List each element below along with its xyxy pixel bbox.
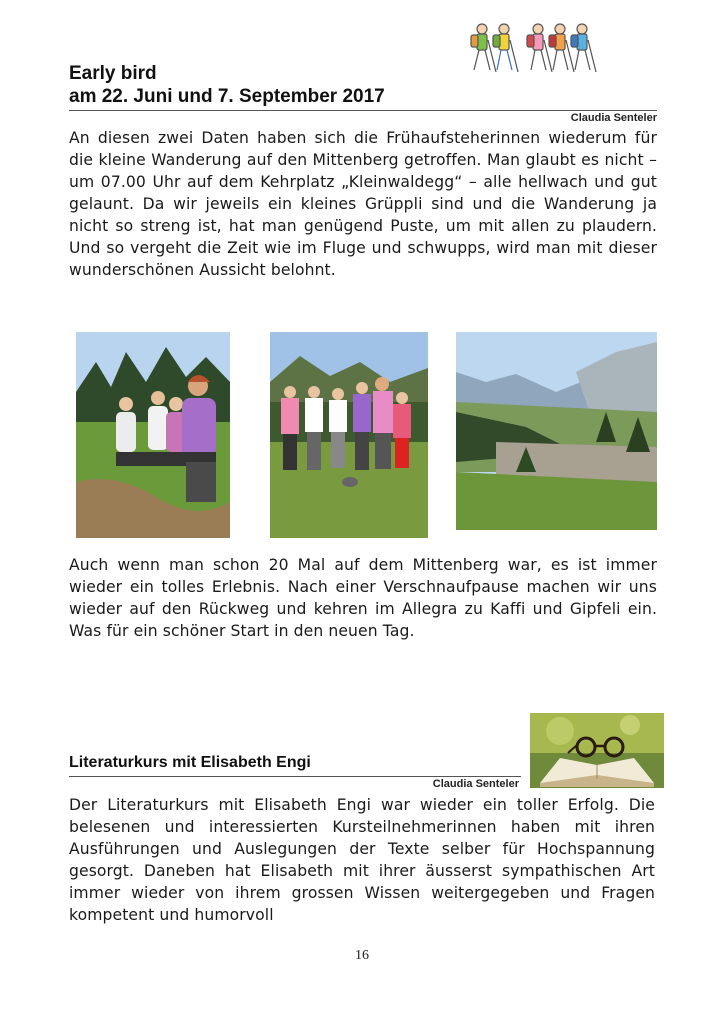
photo-valley-view [456, 332, 657, 530]
title-divider [69, 110, 657, 111]
photo-hikers-sitting [76, 332, 230, 538]
article-title: Literaturkurs mit Elisabeth Engi [69, 754, 311, 771]
hiker-figure [471, 24, 496, 72]
book-glasses-image [530, 713, 664, 788]
author-credit: Claudia Senteler [570, 112, 657, 124]
page-number: 16 [355, 948, 369, 963]
hikers-illustration [466, 20, 612, 78]
article-title-line1: Early bird [69, 63, 157, 84]
photo-group-standing [270, 332, 428, 538]
article-title-line2: am 22. Juni und 7. September 2017 [69, 86, 385, 107]
hiker-figure [571, 24, 596, 72]
article-paragraph: Der Literaturkurs mit Elisabeth Engi war wieder ein toller Erfolg. Die belesenen und interessierten Kursteilnehmerinnen haben mit ihren Ausführungen und Auslegungen der Texte selber für Hochspannung gesorgt. Daneben hat Elisabeth mit ihrer äusserst sympathischen Art immer wieder von ihrem grossen Wissen weitergegeben und Fragen kompetent und humorvoll [69, 796, 655, 924]
article-paragraph: Auch wenn man schon 20 Mal auf dem Mittenberg war, es ist immer wieder ein tolles Erlebnis. Nach einer Verschnaufpause machen wir uns wieder auf den Rückweg und kehren im Allegra zu Kaffi und Gipfeli ein. Was für ein schöner Start in den neuen Tag. [69, 556, 657, 640]
title-divider [69, 776, 521, 777]
author-credit: Claudia Senteler [432, 778, 519, 790]
hiker-figure [527, 24, 552, 72]
hiker-figure [549, 24, 574, 72]
hiker-figure [493, 24, 518, 72]
article-paragraph: An diesen zwei Daten haben sich die Frühaufsteherinnen wiederum für die kleine Wanderung auf den Mittenberg getroffen. Man glaubt es nicht – um 07.00 Uhr auf dem Kehrplatz „Kleinwaldegg“ – alle hellwach und gut gelaunt. Da wir jeweils ein kleines Grüppli sind und die Wanderung ja nicht so streng ist, hat man genügend Puste, um mit allen zu plaudern. Und so vergeht die Zeit wie im Fluge und schwupps, wird man mit dieser wunderschönen Aussicht belohnt. [69, 129, 657, 279]
